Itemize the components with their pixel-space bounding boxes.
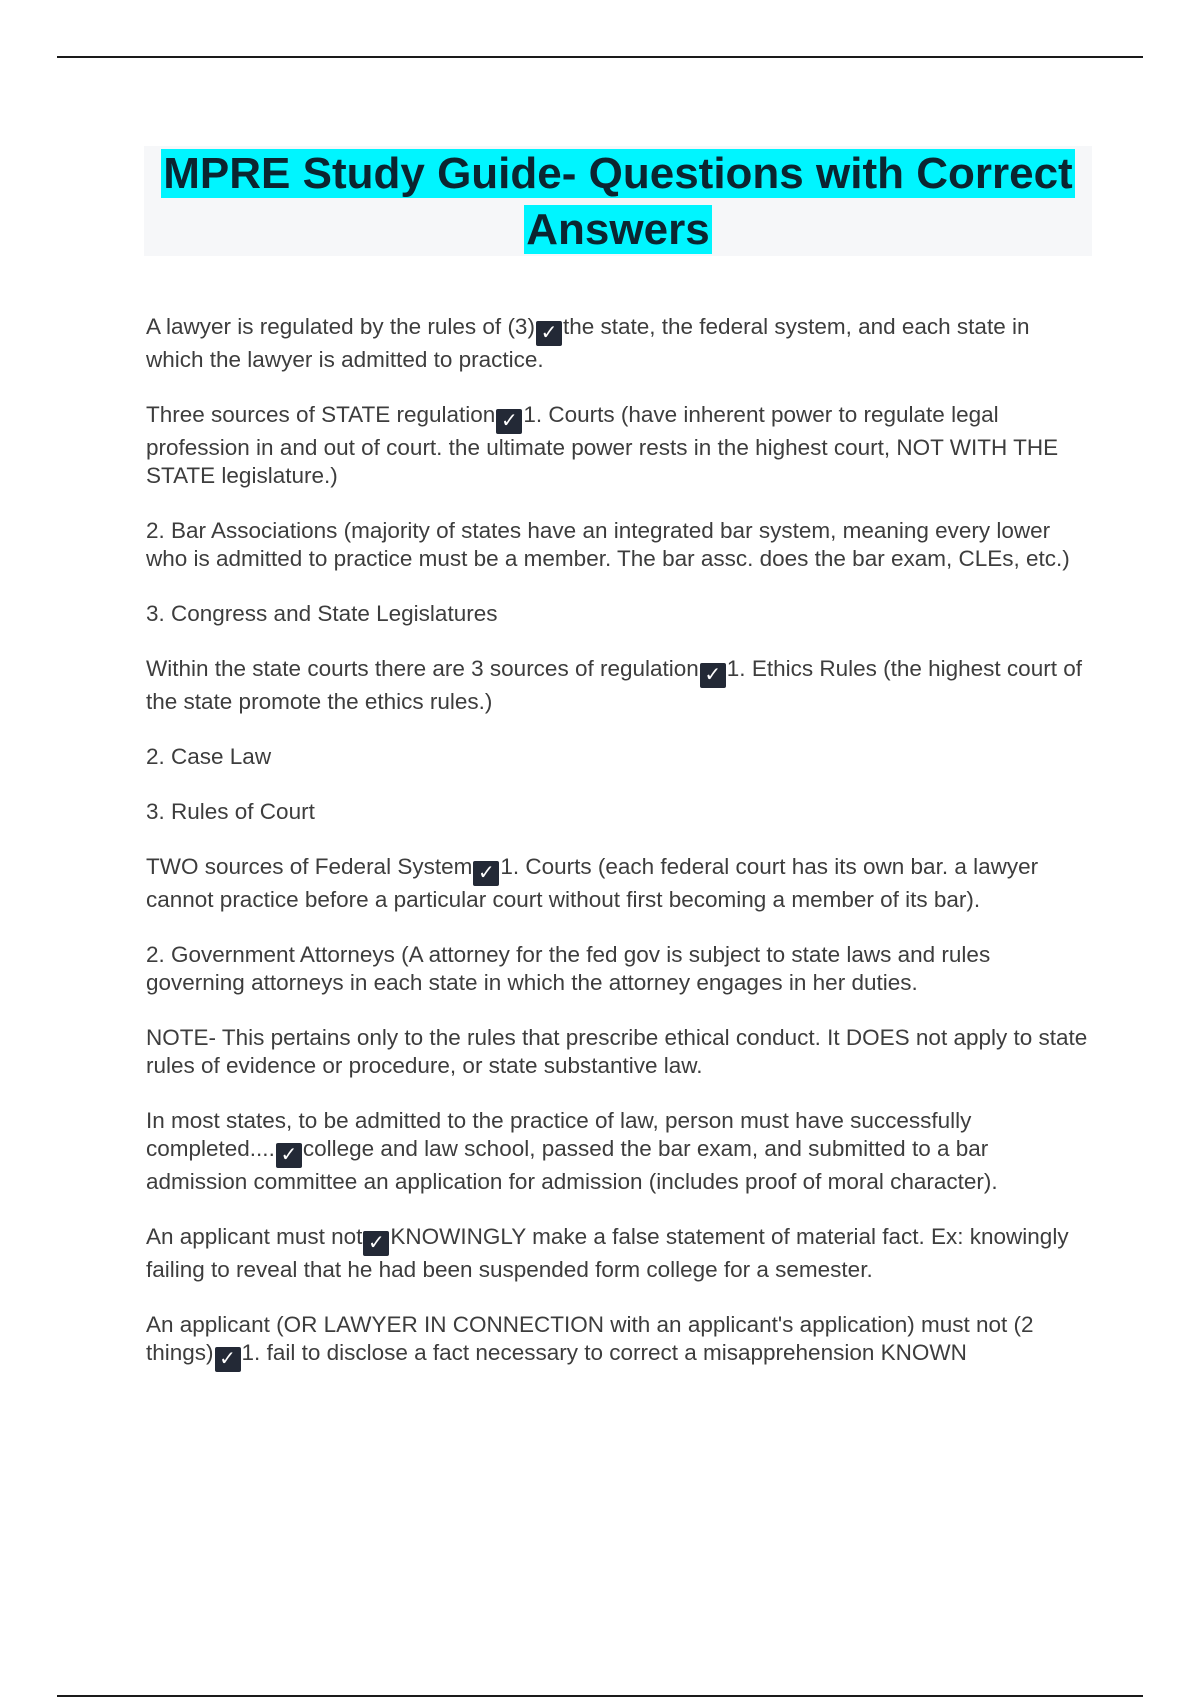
checkmark-icon: ✓ [276,1143,302,1168]
qa-item [146,1024,1091,1080]
answer-text: KNOWINGLY make a false statement of material fact. Ex: knowingly failing to reveal that he had been suspended form college for a semester. [146,1224,1069,1282]
top-rule [57,56,1143,58]
checkmark-icon: ✓ [363,1231,389,1256]
title-box [144,146,1092,256]
answer-text: college and law school, passed the bar exam, and submitted to a bar admission committee an application for admission (includes proof of moral character). [146,1136,998,1194]
qa-item [146,401,1091,490]
question-text: An applicant (OR LAWYER IN CONNECTION with an applicant's application) must not (2 things) [146,1312,1034,1365]
answer-text: 3. Rules of Court [146,799,315,824]
checkmark-icon: ✓ [496,409,522,434]
question-text: In most states, to be admitted to the practice of law, person must have successfully completed.... [146,1108,972,1161]
answer-text: 1. fail to disclose a fact necessary to correct a misapprehension KNOWN [241,1340,967,1365]
qa-item [146,798,1091,826]
qa-list [146,313,1091,1399]
answer-text: 2. Bar Associations (majority of states have an integrated bar system, meaning every lower who is admitted to practice must be a member. The bar assc. does the bar exam, CLEs, etc.) [146,518,1070,571]
qa-item [146,1223,1091,1284]
answer-text: 1. Courts (each federal court has its own bar. a lawyer cannot practice before a particular court without first becoming a member of its bar). [146,854,1039,912]
question-text: TWO sources of Federal System [146,854,473,879]
answer-text: NOTE- This pertains only to the rules that prescribe ethical conduct. It DOES not apply to state rules of evidence or procedure, or state substantive law. [146,1025,1088,1078]
qa-item [146,1311,1091,1372]
question-text: A lawyer is regulated by the rules of (3) [146,314,535,339]
qa-item [146,743,1091,771]
qa-item [146,853,1091,914]
qa-item [146,517,1091,573]
question-text: An applicant must not [146,1224,363,1249]
answer-text: 2. Case Law [146,744,272,769]
checkmark-icon: ✓ [700,663,726,688]
qa-item [146,600,1091,628]
question-text: Three sources of STATE regulation [146,402,496,427]
qa-item [146,313,1091,374]
checkmark-icon: ✓ [536,321,562,346]
answer-text: 1. Courts (have inherent power to regulate legal profession in and out of court. the ultimate power rests in the highest court, NOT WITH THE STATE legislature.) [146,402,1059,488]
answer-text: 1. Ethics Rules (the highest court of the state promote the ethics rules.) [146,656,1082,714]
checkmark-icon: ✓ [215,1347,241,1372]
bottom-rule [57,1695,1143,1697]
qa-item [146,941,1091,997]
answer-text: 3. Congress and State Legislatures [146,601,498,626]
answer-text: 2. Government Attorneys (A attorney for the fed gov is subject to state laws and rules governing attorneys in each state in which the attorney engages in her duties. [146,942,991,995]
qa-item [146,1107,1091,1196]
question-text: Within the state courts there are 3 sources of regulation [146,656,699,681]
qa-item [146,655,1091,716]
answer-text: the state, the federal system, and each state in which the lawyer is admitted to practice. [146,314,1030,372]
checkmark-icon: ✓ [473,861,499,886]
page-title: MPRE Study Guide- Questions with Correct Answers [163,149,1073,254]
